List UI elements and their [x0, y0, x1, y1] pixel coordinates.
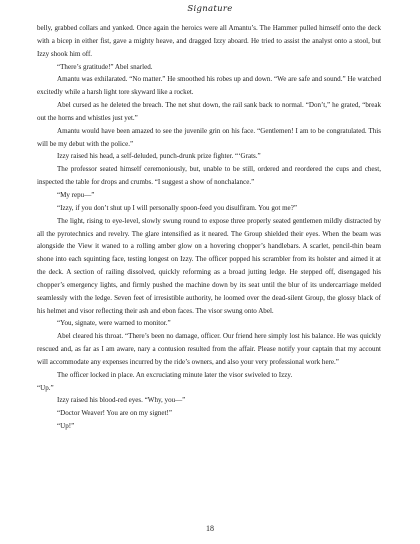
page-number: 18 [206, 524, 214, 533]
paragraph: “Up!” [57, 422, 75, 431]
paragraph: “Doctor Weaver! You are on my signet!” [57, 409, 172, 418]
paragraph: Izzy raised his head, a self-deluded, punch-drunk prize fighter. “‘Grats.” [57, 152, 261, 161]
paragraph: “My repu—” [57, 190, 95, 199]
running-header: Signature [187, 4, 233, 14]
paragraph: The officer locked in place. An excruciating minute later the visor swiveled to Izzy. [57, 370, 293, 379]
body-text [37, 22, 381, 433]
paragraph: The professor seated himself ceremoniously, but, unable to be still, ordered and reordered the cups and chest, inspected the table for drops and crumbs. “I suggest a show of nonchalance.” [37, 165, 381, 187]
paragraph: “Up.” [37, 383, 54, 392]
paragraph: Abel cursed as he deleted the breach. The net shut down, the rail sank back to normal. “Don’t,” he grated, “break out the horns and whistles just yet.” [37, 101, 381, 122]
paragraph: “Izzy, if you don’t shut up I will personally spoon-feed you disulfiram. You got me?” [57, 203, 297, 212]
paragraph: Amantu would have been amazed to see the juvenile grin on his face. “Gentlemen! I am to be congratulated. This will be my debut with the police.” [37, 126, 381, 148]
paragraph: Abel cleared his throat. “There’s been no damage, officer. Our friend here simply lost his balance. He was quickly rescued and, as far as I am aware, nary a contusion resulted from the affair. Please notify your captain that my account will accommodate any expenses incurred by the ride’s owners, and also your very professional work here.” [37, 332, 381, 366]
paragraph: The light, rising to eye-level, slowly swung round to expose three properly seated gentlemen mildly distracted by all the pyrotechnics and revelry. The glare intensified as it neared. The Group shielded their eyes. When the beam was alongside the View it waned to a rolling amber glow on a hovering chopper’s handlebars. A scarlet, pencil-thin beam shone into each squinting face, testing longest on Izzy. The officer popped his scrambler from its holster and aimed it at the deck. A section of railing dissolved, quickly reforming as a broad jutting ledge. He stepped off, disengaged his chopper’s emergency lights, and firmly pushed the machine down by its seat until the blur of its undercarriage melded seamlessly with the ledge. Seven feet of irresistible authority, he loomed over the dead-silent Group, the glossy black of his helmet and visor reflecting their ash and ebon faces. The visor swung onto Abel. [37, 216, 381, 315]
paragraph: Amantu was exhilarated. “No matter.” He smoothed his robes up and down. “We are safe and sound.” He watched excitedly while a harsh light tore skyward like a rocket. [37, 75, 381, 97]
paragraph: Izzy raised his blood-red eyes. “Why, you—” [57, 396, 186, 405]
paragraph: “There’s gratitude!” Abel snarled. [57, 62, 153, 71]
paragraph: “You, signate, were warned to monitor.” [57, 319, 171, 328]
paragraph: belly, grabbed collars and yanked. Once again the heroics were all Amantu’s. The Hammer pulled himself onto the deck with a bicep in either fist, gave a mighty heave, and dragged Izzy aboard. He tried to assist the analyst onto a stool, but Izzy shook him off. [37, 24, 381, 58]
